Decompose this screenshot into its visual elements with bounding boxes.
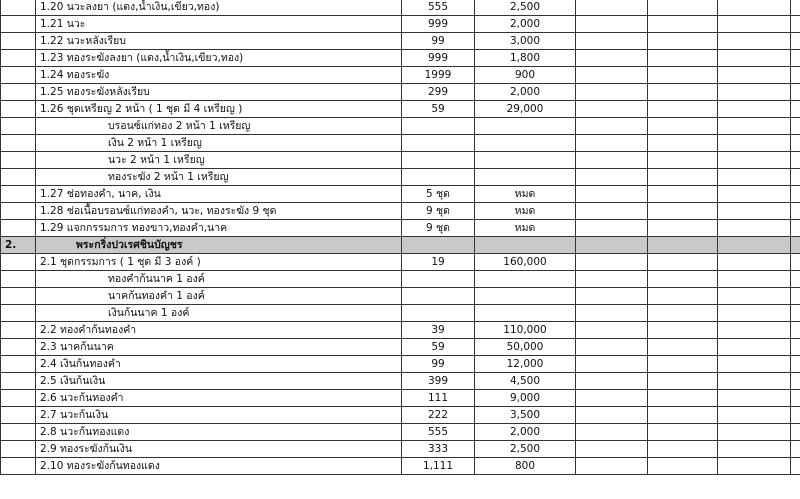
- cell-empty[interactable]: [718, 169, 791, 186]
- cell-empty[interactable]: [718, 67, 791, 84]
- cell-empty[interactable]: [576, 237, 648, 254]
- cell-empty[interactable]: [576, 322, 648, 339]
- cell-description[interactable]: 2.4 เงินก้นทองคำ: [36, 356, 402, 373]
- table-row: [1, 390, 800, 407]
- table-row: [1, 33, 800, 50]
- cell-empty[interactable]: [648, 407, 718, 424]
- cell-quantity[interactable]: [402, 271, 475, 288]
- cell-empty[interactable]: [576, 407, 648, 424]
- cell-empty[interactable]: [648, 458, 718, 475]
- cell-empty[interactable]: [718, 288, 791, 305]
- cell-description[interactable]: 1.24 ทองระฆัง: [36, 67, 402, 84]
- cell-empty[interactable]: [576, 203, 648, 220]
- cell-price[interactable]: 2,000: [475, 84, 576, 101]
- cell-description[interactable]: 1.23 ทองระฆังลงยา (แดง,น้ำเงิน,เขียว,ทอง): [36, 50, 402, 67]
- cell-number[interactable]: [1, 152, 36, 169]
- cell-quantity[interactable]: 555: [402, 424, 475, 441]
- cell-description[interactable]: 1.28 ช่อเนื้อบรอนซ์แก่ทองคำ, นวะ, ทองระฆัง 9 ชุด: [36, 203, 402, 220]
- table-row: [1, 305, 800, 322]
- cell-empty[interactable]: [648, 424, 718, 441]
- cell-number[interactable]: [1, 373, 36, 390]
- table-row: [1, 271, 800, 288]
- cell-number[interactable]: 2.: [1, 237, 36, 254]
- cell-empty[interactable]: [576, 16, 648, 33]
- cell-price[interactable]: [475, 288, 576, 305]
- cell-empty[interactable]: [648, 390, 718, 407]
- cell-description[interactable]: 1.20 นวะลงยา (แดง,น้ำเงิน,เขียว,ทอง): [36, 0, 402, 16]
- table-row: [1, 135, 800, 152]
- cell-empty[interactable]: [576, 288, 648, 305]
- cell-description[interactable]: 1.29 แจกกรรมการ ทองขาว,ทองคำ,นาค: [36, 220, 402, 237]
- cell-price[interactable]: 2,000: [475, 424, 576, 441]
- cell-empty[interactable]: [576, 220, 648, 237]
- cell-empty[interactable]: [648, 288, 718, 305]
- table-row: [1, 288, 800, 305]
- cell-quantity[interactable]: 5 ชุด: [402, 186, 475, 203]
- cell-empty[interactable]: [576, 118, 648, 135]
- cell-empty[interactable]: [718, 339, 791, 356]
- cell-empty[interactable]: [718, 135, 791, 152]
- cell-number[interactable]: [1, 441, 36, 458]
- cell-empty[interactable]: [718, 458, 791, 475]
- cell-description[interactable]: เงิน 2 หน้า 1 เหรียญ: [36, 135, 402, 152]
- cell-description[interactable]: 1.25 ทองระฆังหลังเรียบ: [36, 84, 402, 101]
- cell-empty[interactable]: [576, 33, 648, 50]
- cell-empty[interactable]: [718, 118, 791, 135]
- cell-empty[interactable]: [791, 16, 800, 33]
- cell-quantity[interactable]: 333: [402, 441, 475, 458]
- cell-number[interactable]: [1, 220, 36, 237]
- cell-description[interactable]: 2.6 นวะก้นทองคำ: [36, 390, 402, 407]
- cell-price[interactable]: [475, 135, 576, 152]
- cell-price[interactable]: หมด: [475, 203, 576, 220]
- cell-empty[interactable]: [791, 441, 800, 458]
- cell-price[interactable]: 110,000: [475, 322, 576, 339]
- table-row: [1, 407, 800, 424]
- cell-description[interactable]: 2.8 นวะก้นทองแดง: [36, 424, 402, 441]
- cell-empty[interactable]: [718, 220, 791, 237]
- cell-empty[interactable]: [648, 118, 718, 135]
- cell-number[interactable]: [1, 271, 36, 288]
- cell-empty[interactable]: [576, 101, 648, 118]
- cell-empty[interactable]: [648, 67, 718, 84]
- cell-quantity[interactable]: 399: [402, 373, 475, 390]
- cell-description[interactable]: 2.1 ชุดกรรมการ ( 1 ชุด มี 3 องค์ ): [36, 254, 402, 271]
- cell-description[interactable]: ทองคำก้นนาค 1 องค์: [36, 271, 402, 288]
- cell-quantity[interactable]: [402, 135, 475, 152]
- cell-empty[interactable]: [718, 152, 791, 169]
- cell-empty[interactable]: [648, 16, 718, 33]
- cell-price[interactable]: [475, 271, 576, 288]
- cell-empty[interactable]: [718, 356, 791, 373]
- section-row: [1, 237, 800, 254]
- cell-empty[interactable]: [791, 84, 800, 101]
- cell-quantity[interactable]: 999: [402, 50, 475, 67]
- cell-empty[interactable]: [718, 203, 791, 220]
- cell-empty[interactable]: [718, 305, 791, 322]
- cell-empty[interactable]: [576, 424, 648, 441]
- cell-empty[interactable]: [576, 135, 648, 152]
- cell-quantity[interactable]: [402, 288, 475, 305]
- table-row: [1, 441, 800, 458]
- cell-quantity[interactable]: 9 ชุด: [402, 203, 475, 220]
- sheet-body: [1, 0, 800, 475]
- cell-quantity[interactable]: [402, 152, 475, 169]
- cell-empty[interactable]: [718, 441, 791, 458]
- cell-price[interactable]: [475, 169, 576, 186]
- cell-number[interactable]: [1, 135, 36, 152]
- cell-number[interactable]: [1, 458, 36, 475]
- cell-quantity[interactable]: [402, 305, 475, 322]
- cell-empty[interactable]: [576, 254, 648, 271]
- cell-empty[interactable]: [791, 118, 800, 135]
- cell-empty[interactable]: [791, 288, 800, 305]
- cell-empty[interactable]: [648, 254, 718, 271]
- cell-number[interactable]: [1, 322, 36, 339]
- table-row: [1, 67, 800, 84]
- cell-description[interactable]: เงินก้นนาค 1 องค์: [36, 305, 402, 322]
- table-row: [1, 16, 800, 33]
- cell-description[interactable]: 1.26 ชุดเหรียญ 2 หน้า ( 1 ชุด มี 4 เหรียญ ): [36, 101, 402, 118]
- table-row: [1, 152, 800, 169]
- cell-price[interactable]: 12,000: [475, 356, 576, 373]
- cell-empty[interactable]: [791, 339, 800, 356]
- cell-empty[interactable]: [791, 186, 800, 203]
- cell-empty[interactable]: [576, 373, 648, 390]
- table-row: [1, 84, 800, 101]
- cell-description[interactable]: 2.10 ทองระฆังก้นทองแดง: [36, 458, 402, 475]
- cell-number[interactable]: [1, 16, 36, 33]
- cell-empty[interactable]: [648, 356, 718, 373]
- cell-number[interactable]: [1, 254, 36, 271]
- cell-empty[interactable]: [648, 441, 718, 458]
- cell-empty[interactable]: [718, 424, 791, 441]
- cell-empty[interactable]: [718, 390, 791, 407]
- cell-number[interactable]: [1, 356, 36, 373]
- cell-number[interactable]: [1, 67, 36, 84]
- cell-empty[interactable]: [718, 50, 791, 67]
- cell-number[interactable]: [1, 50, 36, 67]
- cell-quantity[interactable]: 222: [402, 407, 475, 424]
- cell-empty[interactable]: [648, 0, 718, 16]
- cell-empty[interactable]: [791, 390, 800, 407]
- cell-description[interactable]: 2.5 เงินก้นเงิน: [36, 373, 402, 390]
- cell-empty[interactable]: [718, 322, 791, 339]
- cell-empty[interactable]: [576, 67, 648, 84]
- cell-empty[interactable]: [648, 33, 718, 50]
- cell-number[interactable]: [1, 33, 36, 50]
- cell-empty[interactable]: [718, 101, 791, 118]
- table-row: [1, 356, 800, 373]
- cell-price[interactable]: 2,500: [475, 0, 576, 16]
- cell-number[interactable]: [1, 118, 36, 135]
- cell-price[interactable]: 29,000: [475, 101, 576, 118]
- cell-price[interactable]: 9,000: [475, 390, 576, 407]
- cell-empty[interactable]: [576, 271, 648, 288]
- cell-empty[interactable]: [576, 458, 648, 475]
- cell-description[interactable]: พระกริ่งปวเรศชินบัญชร: [36, 237, 402, 254]
- cell-empty[interactable]: [576, 186, 648, 203]
- cell-empty[interactable]: [791, 135, 800, 152]
- cell-empty[interactable]: [791, 220, 800, 237]
- table-row: [1, 424, 800, 441]
- cell-quantity[interactable]: 19: [402, 254, 475, 271]
- cell-quantity[interactable]: [402, 118, 475, 135]
- cell-price[interactable]: [475, 152, 576, 169]
- cell-empty[interactable]: [648, 50, 718, 67]
- cell-empty[interactable]: [791, 237, 800, 254]
- cell-empty[interactable]: [648, 322, 718, 339]
- cell-empty[interactable]: [648, 339, 718, 356]
- cell-empty[interactable]: [576, 441, 648, 458]
- cell-empty[interactable]: [648, 220, 718, 237]
- cell-quantity[interactable]: 299: [402, 84, 475, 101]
- cell-empty[interactable]: [648, 237, 718, 254]
- cell-number[interactable]: [1, 288, 36, 305]
- cell-empty[interactable]: [718, 271, 791, 288]
- cell-quantity[interactable]: 39: [402, 322, 475, 339]
- cell-number[interactable]: [1, 203, 36, 220]
- cell-price[interactable]: 3,000: [475, 33, 576, 50]
- cell-description[interactable]: 1.21 นวะ: [36, 16, 402, 33]
- table-row: [1, 220, 800, 237]
- cell-empty[interactable]: [576, 84, 648, 101]
- cell-number[interactable]: [1, 390, 36, 407]
- cell-empty[interactable]: [648, 305, 718, 322]
- cell-quantity[interactable]: [402, 169, 475, 186]
- table-row: [1, 339, 800, 356]
- cell-empty[interactable]: [791, 33, 800, 50]
- table-row: [1, 458, 800, 475]
- cell-empty[interactable]: [791, 0, 800, 16]
- cell-empty[interactable]: [648, 373, 718, 390]
- cell-number[interactable]: [1, 186, 36, 203]
- cell-empty[interactable]: [791, 152, 800, 169]
- table-row: [1, 118, 800, 135]
- cell-empty[interactable]: [576, 152, 648, 169]
- table-row: [1, 203, 800, 220]
- table-row: [1, 322, 800, 339]
- cell-empty[interactable]: [791, 50, 800, 67]
- cell-number[interactable]: [1, 339, 36, 356]
- cell-quantity[interactable]: 1,111: [402, 458, 475, 475]
- cell-empty[interactable]: [791, 203, 800, 220]
- cell-empty[interactable]: [648, 135, 718, 152]
- cell-description[interactable]: บรอนซ์แก่ทอง 2 หน้า 1 เหรียญ: [36, 118, 402, 135]
- cell-price[interactable]: [475, 305, 576, 322]
- cell-quantity[interactable]: 9 ชุด: [402, 220, 475, 237]
- cell-description[interactable]: 2.3 นาคก้นนาค: [36, 339, 402, 356]
- table-row: [1, 186, 800, 203]
- cell-price[interactable]: 2,500: [475, 441, 576, 458]
- cell-empty[interactable]: [648, 203, 718, 220]
- cell-description[interactable]: นาคก้นทองคำ 1 องค์: [36, 288, 402, 305]
- cell-empty[interactable]: [791, 169, 800, 186]
- cell-empty[interactable]: [718, 0, 791, 16]
- cell-empty[interactable]: [576, 390, 648, 407]
- table-row: [1, 254, 800, 271]
- cell-empty[interactable]: [576, 50, 648, 67]
- table-row: [1, 169, 800, 186]
- cell-price[interactable]: 2,000: [475, 16, 576, 33]
- cell-number[interactable]: [1, 101, 36, 118]
- cell-empty[interactable]: [791, 458, 800, 475]
- cell-empty[interactable]: [791, 305, 800, 322]
- cell-empty[interactable]: [718, 407, 791, 424]
- table-row: [1, 101, 800, 118]
- cell-number[interactable]: [1, 84, 36, 101]
- cell-quantity[interactable]: 99: [402, 33, 475, 50]
- cell-price[interactable]: 160,000: [475, 254, 576, 271]
- cell-number[interactable]: [1, 169, 36, 186]
- table-row: [1, 0, 800, 16]
- cell-description[interactable]: 2.9 ทองระฆังก้นเงิน: [36, 441, 402, 458]
- cell-description[interactable]: 2.2 ทองคำก้นทองคำ: [36, 322, 402, 339]
- cell-empty[interactable]: [718, 373, 791, 390]
- cell-description[interactable]: 1.27 ช่อทองคำ, นาค, เงิน: [36, 186, 402, 203]
- cell-empty[interactable]: [576, 356, 648, 373]
- cell-empty[interactable]: [576, 305, 648, 322]
- cell-empty[interactable]: [648, 271, 718, 288]
- cell-price[interactable]: 1,800: [475, 50, 576, 67]
- cell-number[interactable]: [1, 407, 36, 424]
- cell-quantity[interactable]: 1999: [402, 67, 475, 84]
- cell-price[interactable]: 900: [475, 67, 576, 84]
- cell-quantity[interactable]: 999: [402, 16, 475, 33]
- table-row: [1, 50, 800, 67]
- cell-price[interactable]: [475, 237, 576, 254]
- cell-price[interactable]: [475, 118, 576, 135]
- cell-empty[interactable]: [648, 84, 718, 101]
- cell-empty[interactable]: [718, 84, 791, 101]
- cell-empty[interactable]: [791, 271, 800, 288]
- cell-empty[interactable]: [576, 0, 648, 16]
- cell-number[interactable]: [1, 424, 36, 441]
- cell-quantity[interactable]: 555: [402, 0, 475, 16]
- cell-price[interactable]: 800: [475, 458, 576, 475]
- cell-empty[interactable]: [718, 33, 791, 50]
- cell-empty[interactable]: [791, 407, 800, 424]
- cell-description[interactable]: 2.7 นวะก้นเงิน: [36, 407, 402, 424]
- table-row: [1, 373, 800, 390]
- cell-empty[interactable]: [791, 322, 800, 339]
- cell-empty[interactable]: [791, 424, 800, 441]
- cell-description[interactable]: ทองระฆัง 2 หน้า 1 เหรียญ: [36, 169, 402, 186]
- cell-price[interactable]: 50,000: [475, 339, 576, 356]
- cell-quantity[interactable]: 99: [402, 356, 475, 373]
- cell-empty[interactable]: [648, 101, 718, 118]
- cell-empty[interactable]: [648, 186, 718, 203]
- cell-empty[interactable]: [718, 237, 791, 254]
- cell-price[interactable]: หมด: [475, 186, 576, 203]
- cell-number[interactable]: [1, 0, 36, 16]
- cell-price[interactable]: หมด: [475, 220, 576, 237]
- cell-empty[interactable]: [791, 101, 800, 118]
- cell-empty[interactable]: [791, 254, 800, 271]
- cell-empty[interactable]: [576, 339, 648, 356]
- cell-empty[interactable]: [718, 254, 791, 271]
- cell-number[interactable]: [1, 305, 36, 322]
- cell-quantity[interactable]: 111: [402, 390, 475, 407]
- cell-empty[interactable]: [648, 152, 718, 169]
- cell-empty[interactable]: [791, 356, 800, 373]
- cell-empty[interactable]: [791, 373, 800, 390]
- cell-empty[interactable]: [648, 169, 718, 186]
- cell-empty[interactable]: [718, 186, 791, 203]
- cell-quantity[interactable]: 59: [402, 339, 475, 356]
- cell-quantity[interactable]: 59: [402, 101, 475, 118]
- cell-empty[interactable]: [576, 169, 648, 186]
- cell-description[interactable]: นวะ 2 หน้า 1 เหรียญ: [36, 152, 402, 169]
- cell-empty[interactable]: [791, 67, 800, 84]
- cell-price[interactable]: 4,500: [475, 373, 576, 390]
- cell-description[interactable]: 1.22 นวะหลังเรียบ: [36, 33, 402, 50]
- cell-empty[interactable]: [718, 16, 791, 33]
- cell-quantity[interactable]: [402, 237, 475, 254]
- cell-price[interactable]: 3,500: [475, 407, 576, 424]
